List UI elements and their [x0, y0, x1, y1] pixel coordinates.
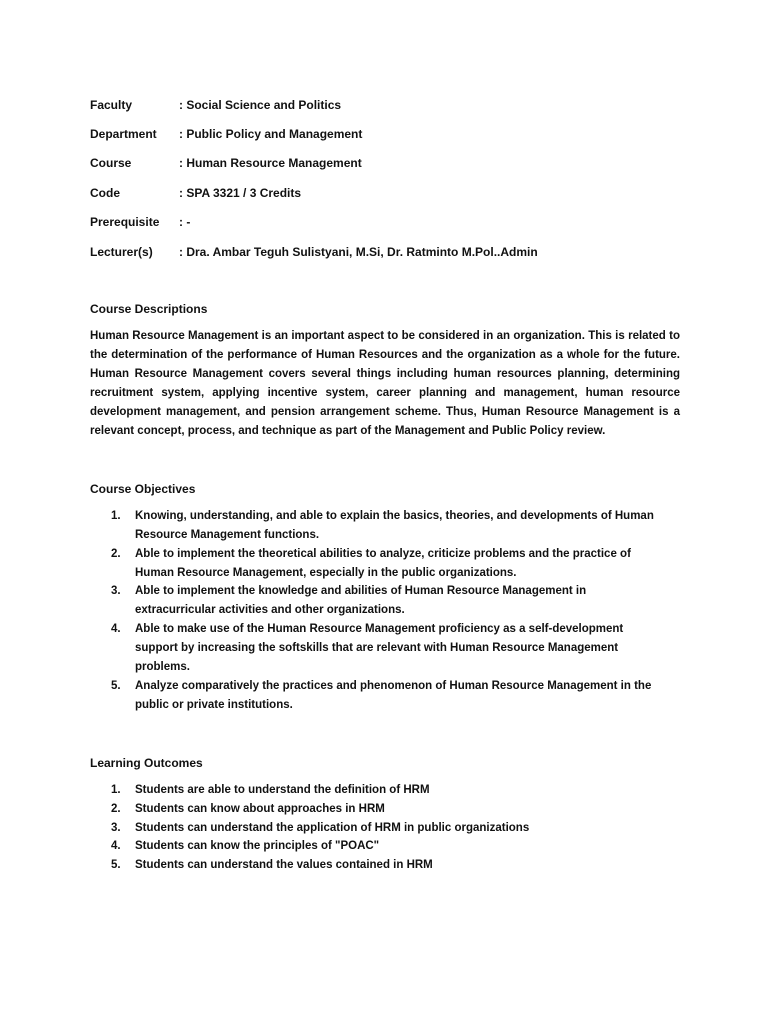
section-heading: Course Objectives: [90, 481, 196, 496]
text-line: Knowing, understanding, and able to explain the basics, theories, and developments of Human: [135, 509, 654, 522]
list-item-text: [135, 545, 680, 583]
list-item-text: Students can know about approaches in HRM: [135, 802, 385, 815]
meta-row-code: [90, 178, 680, 207]
list-number: 5.: [111, 679, 121, 692]
meta-label: Lecturer(s): [90, 244, 153, 259]
meta-value: : SPA 3321 / 3 Credits: [179, 185, 302, 200]
meta-label: Department: [90, 127, 157, 142]
meta-label: Code: [90, 185, 120, 200]
list-item: [90, 837, 680, 856]
text-line: Able to implement the knowledge and abilities of Human Resource Management in: [135, 585, 587, 598]
text-line: support by increasing the softskills that are relevant with Human Resource Management: [135, 642, 619, 655]
list-item-text: [135, 677, 680, 715]
list-item-text: Students can know the principles of "POAC": [135, 840, 380, 853]
list-item-text: [135, 507, 680, 545]
text-line: Able to make use of the Human Resource Management proficiency as a self-development: [135, 623, 624, 636]
list-item: [90, 582, 680, 620]
list-item: [90, 620, 680, 677]
list-item: [90, 819, 680, 838]
document-page: [90, 90, 680, 875]
meta-row-department: [90, 119, 680, 148]
list-number: 3.: [111, 585, 121, 598]
text-line: public or private institutions.: [135, 698, 293, 711]
meta-value: : Dra. Ambar Teguh Sulistyani, M.Si, Dr. Ratminto M.Pol..Admin: [179, 244, 538, 259]
meta-row-course: [90, 149, 680, 178]
meta-value: : Public Policy and Management: [179, 127, 363, 142]
list-number: 5.: [111, 859, 121, 872]
list-number: 4.: [111, 623, 121, 636]
list-item: [90, 781, 680, 800]
meta-row-prerequisite: [90, 208, 680, 237]
course-description-text: Human Resource Management is an important aspect to be considered in an organization. This is related to the determination of the performance of Human Resources and the organization as a whole for the future. Human Resource Management covers several things including human resources planning, determining recruitment system, applying incentive system, career planning and management, human resource development management, and pension arrangement scheme. Thus, Human Resource Management is a relevant concept, process, and technique as part of the Management and Public Policy review.: [90, 330, 680, 437]
list-item: [90, 856, 680, 875]
list-number: 1.: [111, 509, 121, 522]
meta-row-faculty: [90, 90, 680, 119]
course-descriptions-section: [90, 302, 680, 440]
text-line: Human Resource Management, especially in the public organizations.: [135, 566, 517, 579]
objectives-list: [90, 507, 680, 715]
text-line: Analyze comparatively the practices and phenomenon of Human Resource Management in the: [135, 679, 652, 692]
course-objectives-section: [90, 482, 680, 715]
list-item: [90, 545, 680, 583]
meta-value: : Social Science and Politics: [179, 97, 342, 112]
outcomes-list: [90, 781, 680, 876]
text-line: Resource Management functions.: [135, 528, 320, 541]
header-fields: [90, 90, 680, 266]
list-number: 2.: [111, 802, 121, 815]
list-item-text: [135, 620, 680, 677]
text-line: extracurricular activities and other organizations.: [135, 604, 405, 617]
meta-row-lecturers: [90, 237, 680, 266]
list-item-text: Students can understand the application of HRM in public organizations: [135, 821, 530, 834]
meta-label: Prerequisite: [90, 215, 160, 230]
meta-label: Faculty: [90, 97, 133, 112]
text-line: problems.: [135, 661, 190, 674]
section-heading: Learning Outcomes: [90, 755, 203, 770]
list-item: [90, 677, 680, 715]
learning-outcomes-section: [90, 756, 680, 876]
list-number: 3.: [111, 821, 121, 834]
text-line: Able to implement the theoretical abilities to analyze, criticize problems and the practice of: [135, 547, 631, 560]
list-item-text: [135, 582, 680, 620]
list-number: 2.: [111, 547, 121, 560]
list-item-text: Students can understand the values contained in HRM: [135, 859, 433, 872]
meta-value: : -: [179, 215, 191, 230]
list-item: [90, 507, 680, 545]
meta-label: Course: [90, 156, 132, 171]
list-number: 4.: [111, 840, 121, 853]
list-number: 1.: [111, 783, 121, 796]
list-item-text: Students are able to understand the definition of HRM: [135, 783, 430, 796]
section-heading: Course Descriptions: [90, 302, 208, 317]
meta-value: : Human Resource Management: [179, 156, 362, 171]
list-item: [90, 800, 680, 819]
